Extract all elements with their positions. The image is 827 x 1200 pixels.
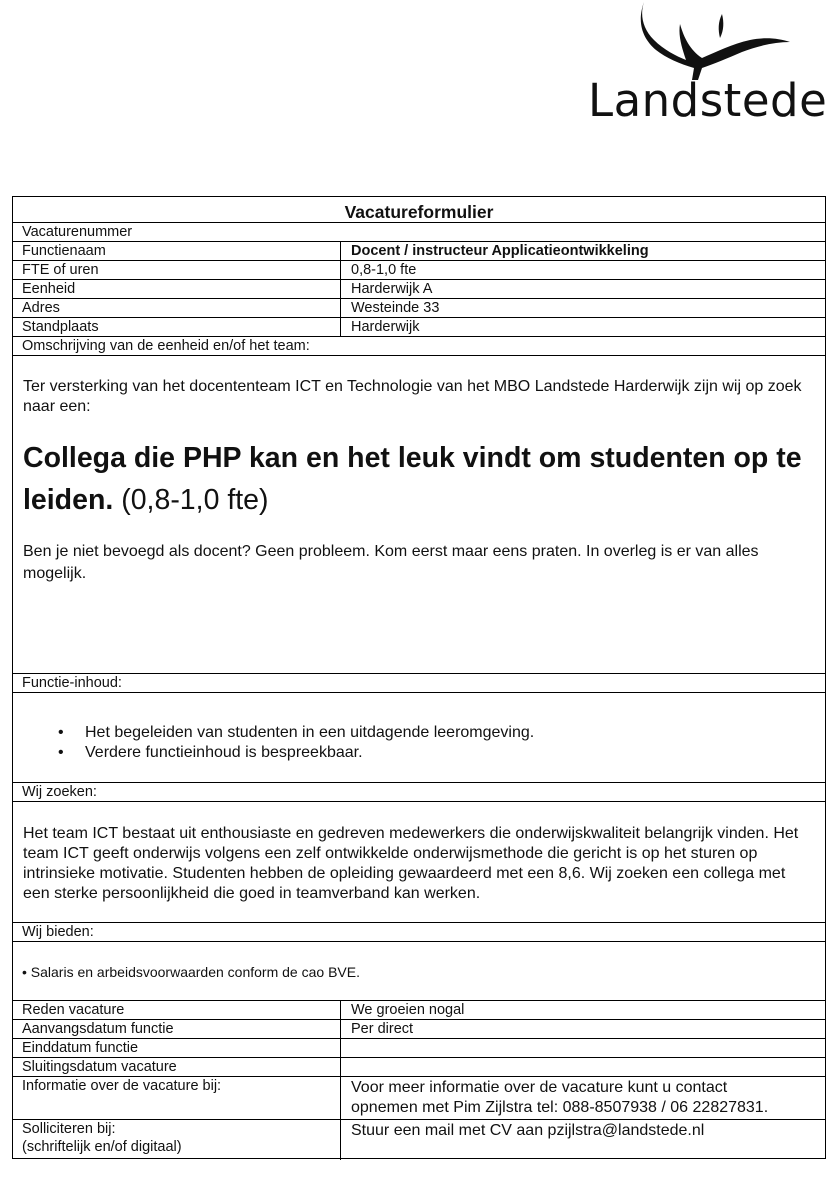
list-item: • Het begeleiden van studenten in een uitdagende leeromgeving. [58,724,535,741]
logo-wordmark: Landstede [588,74,827,127]
seeking-text: Het team ICT bestaat uit enthousiaste en gedreven medewerkers die onderwijskwaliteit belangrijk vinden. Het team ICT geeft onderwijs volgens een zelf ontwikkelde onderwijsmethode die gericht is op het sturen op intrinsieke motivatie. Studenten hebben de opleiding gewaardeerd met een 8,6. Wij zoeken een collega met een sterke persoonlijkheid die goed in teamverband kan werken. [23,825,799,902]
seeking-label: Wij zoeken: [22,784,97,800]
row-label-aanvangsdatum: Aanvangsdatum functie [22,1021,174,1037]
apply-value: Stuur een mail met CV aan pzijlstra@landstede.nl [351,1122,705,1139]
function-label: Functie-inhoud: [22,675,122,691]
apply-label: Solliciteren bij: [22,1121,116,1137]
bird-logo-icon [632,0,792,82]
row-value-eenheid: Harderwijk A [351,281,433,297]
row-label-sluitingsdatum: Sluitingsdatum vacature [22,1059,177,1075]
row-label-standplaats: Standplaats [22,319,99,335]
bullet-icon: • [58,724,64,741]
description-label: Omschrijving van de eenheid en/of het team: [22,338,310,354]
offer-text: • Salaris en arbeidsvoorwaarden conform de cao BVE. [22,964,360,980]
row-label-vacaturenummer: Vacaturenummer [22,224,133,240]
info-line-2: opnemen met Pim Zijlstra tel: 088-8507938 / 06 22827831. [351,1099,769,1116]
vacancy-heading-fte: (0,8-1,0 fte) [121,484,269,516]
info-label: Informatie over de vacature bij: [22,1078,222,1094]
bullet-icon: • [58,744,64,761]
description-intro: Ter versterking van het docententeam ICT en Technologie van het MBO Landstede Harderwijk zijn wij op zoek naar een: [23,378,802,415]
row-value-standplaats: Harderwijk [351,319,420,335]
vacancy-heading [23,437,823,521]
row-value-fte: 0,8-1,0 fte [351,262,417,278]
row-value-reden: We groeien nogal [351,1002,465,1018]
row-label-adres: Adres [22,300,60,316]
list-item: • Verdere functieinhoud is bespreekbaar. [58,744,363,761]
row-value-adres: Westeinde 33 [351,300,440,316]
offer-label: Wij bieden: [22,924,94,940]
row-label-functienaam: Functienaam [22,243,106,259]
row-value-aanvangsdatum: Per direct [351,1021,414,1037]
vacancy-heading-bold: Collega die PHP kan en het leuk vindt om studenten op te leiden. [23,442,802,516]
landstede-logo [588,0,827,130]
vacancy-form [12,196,826,1159]
row-label-reden: Reden vacature [22,1002,125,1018]
row-label-fte: FTE of uren [22,262,99,278]
form-title: Vacatureformulier [344,202,494,222]
row-value-functienaam: Docent / instructeur Applicatieontwikkeling [351,243,649,259]
function-bullet-list [53,723,534,763]
row-label-einddatum: Einddatum functie [22,1040,139,1056]
row-label-eenheid: Eenheid [22,281,76,297]
info-line-1: Voor meer informatie over de vacature kunt u contact [351,1079,728,1096]
apply-sublabel: (schriftelijk en/of digitaal) [22,1139,182,1155]
description-note: Ben je niet bevoegd als docent? Geen probleem. Kom eerst maar eens praten. In overleg is er van alles mogelijk. [23,543,759,582]
